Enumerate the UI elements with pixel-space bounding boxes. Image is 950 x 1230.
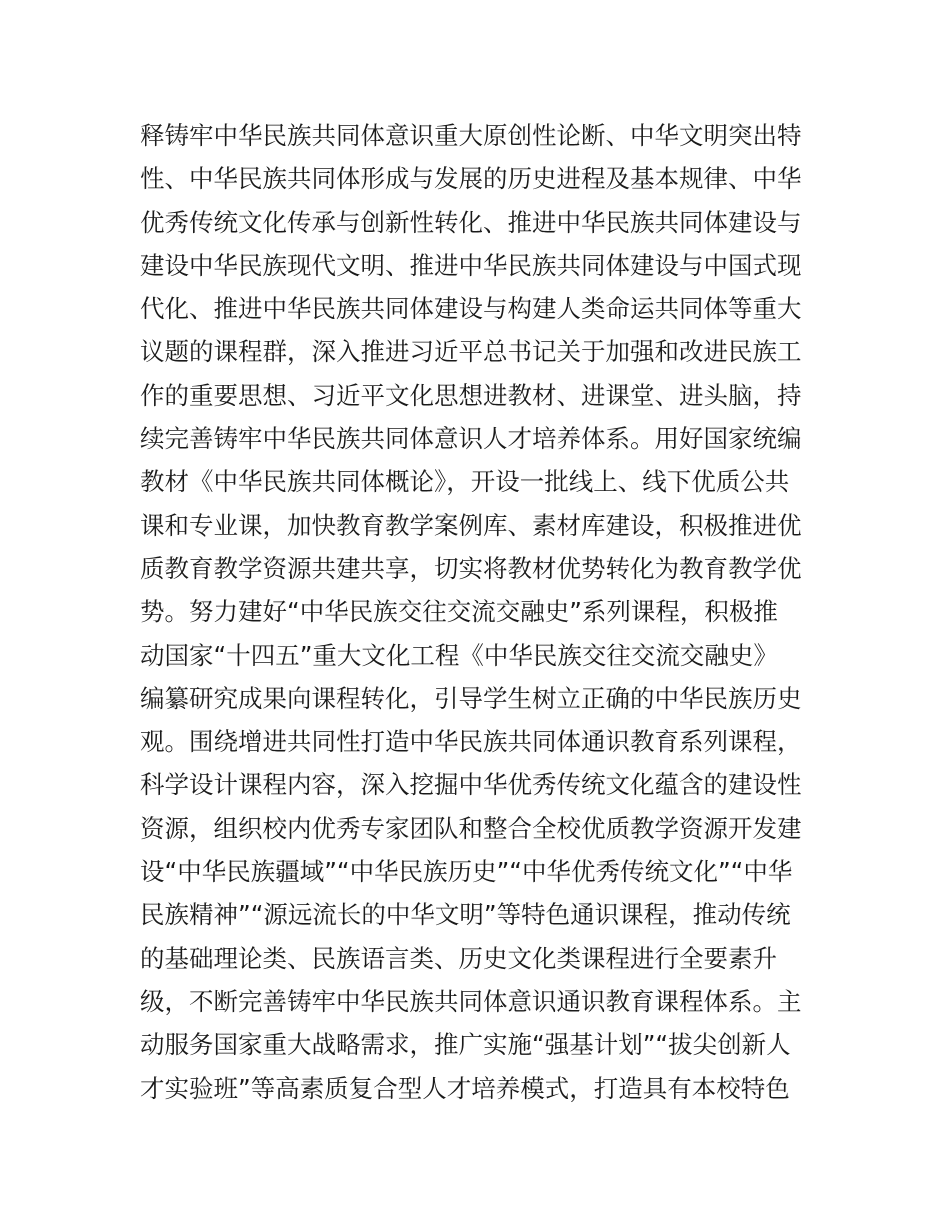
text-line: 优秀传统文化传承与创新性转化、推进中华民族共同体建设与: [140, 207, 802, 237]
text-line: 课和专业课，加快教育教学案例库、素材库建设，积极推进优: [140, 510, 802, 540]
text-line: 代化、推进中华民族共同体建设与构建人类命运共同体等重大: [140, 294, 802, 324]
text-line: 民族精神”“源远流长的中华文明”等特色通识课程，推动传统: [140, 900, 791, 930]
text-line: 设“中华民族疆域”“中华民族历史”“中华优秀传统文化”“中华: [140, 857, 793, 887]
text-line: 资源，组织校内优秀专家团队和整合全校优质教学资源开发建: [140, 813, 802, 843]
text-line: 作的重要思想、习近平文化思想进教材、进课堂、进头脑，持: [140, 380, 802, 410]
text-line: 议题的课程群，深入推进习近平总书记关于加强和改进民族工: [140, 337, 802, 367]
text-line: 级，不断完善铸牢中华民族共同体意识通识教育课程体系。主: [140, 986, 802, 1016]
text-line: 编纂研究成果向课程转化，引导学生树立正确的中华民族历史: [140, 683, 802, 713]
text-line: 科学设计课程内容，深入挖掘中华优秀传统文化蕴含的建设性: [140, 770, 802, 800]
text-line: 动国家“十四五”重大文化工程《中华民族交往交流交融史》: [140, 640, 778, 670]
text-line: 释铸牢中华民族共同体意识重大原创性论断、中华文明突出特: [140, 121, 802, 150]
text-line: 性、中华民族共同体形成与发展的历史进程及基本规律、中华: [140, 164, 802, 194]
text-line: 才实验班”等高素质复合型人才培养模式，打造具有本校特色: [140, 1073, 790, 1103]
text-line: 质教育教学资源共建共享，切实将教材优势转化为教育教学优: [140, 553, 802, 583]
text-line: 观。围绕增进共同性打造中华民族共同体通识教育系列课程，: [140, 727, 802, 757]
body-text: [140, 114, 820, 1110]
text-line: 建设中华民族现代文明、推进中华民族共同体建设与中国式现: [140, 250, 802, 280]
text-line: 教材《中华民族共同体概论》，开设一批线上、线下优质公共: [140, 467, 790, 497]
text-line: 势。努力建好“中华民族交往交流交融史”系列课程，积极推: [140, 597, 778, 627]
text-line: 的基础理论类、民族语言类、历史文化类课程进行全要素升: [140, 943, 777, 973]
text-line: 续完善铸牢中华民族共同体意识人才培养体系。用好国家统编: [140, 424, 802, 454]
text-line: 动服务国家重大战略需求，推广实施“强基计划”“拔尖创新人: [140, 1030, 791, 1060]
